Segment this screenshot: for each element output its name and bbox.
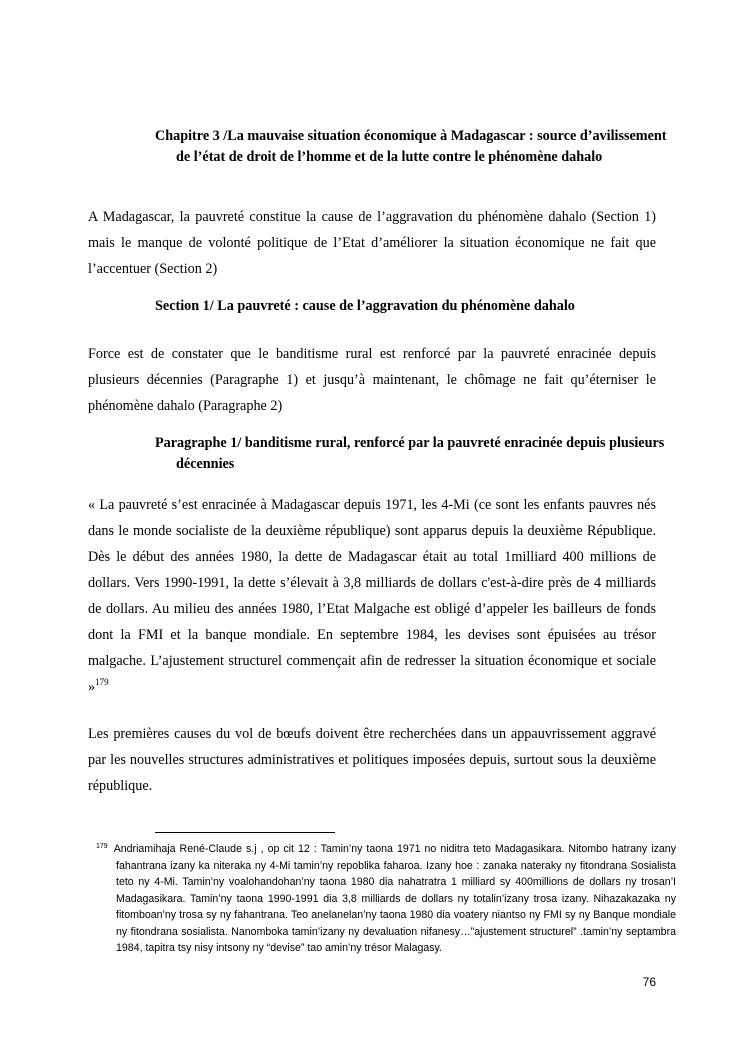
section-title: Section 1/ La pauvreté : cause de l’aggravation du phénomène dahalo	[155, 298, 575, 314]
footnote-text: Andriamihaja René-Claude s.j , op cit 12 : Tamin’ny taona 1971 no niditra teto Madagasikara. Nitombo hatrany izany fahantrana izany ka niteraka ny 4-Mi tamin’ny repoblika faharoa. Izany hoe : zanaka nateraky ny fitondrana Sosialista teto ny 4-Mi. Tamin’ny voalohandohan’ny taona 1980 dia nahatratra 1 milliard sy 400millions de dollars ny trosan’I Madagasikara. Tamin’ny taona 1990-1991 dia 3,8 milliards de dollars ny totalin’izany trosa izany. Nihazakazaka ny fitomboan’ny trosa sy ny fahantrana. Teo anelanelan’ny taona 1980 dia voatery niantso ny FMI sy ny Banque mondiale ny fitondrana sosialista. Nanomboka tamin’izany ny devaluation nifanesy…”ajustement structurel” .tamin’ny septambra 1984, tapitra tsy nisy intsony ny “devise” tao amin’ny trésor Malagasy.	[113, 843, 676, 954]
closing-paragraph: Les premières causes du vol de bœufs doivent être recherchées dans un appauvrissement aggravé par les nouvelles structures administratives et politiques imposées depuis, surtout sous la deuxième république.	[88, 726, 656, 794]
footnote	[96, 841, 676, 957]
paragraph-title: Paragraphe 1/ banditisme rural, renforcé par la pauvreté enracinée depuis plusieurs décennies	[155, 435, 665, 472]
quote-paragraph	[88, 492, 656, 700]
intro-paragraph: A Madagascar, la pauvreté constitue la cause de l’aggravation du phénomène dahalo (Section 1) mais le manque de volonté politique de l’Etat d’améliorer la situation économique ne fait que l’accentuer (Section 2)	[88, 209, 656, 277]
footnote-reference[interactable]: 179	[95, 677, 109, 687]
footnote-separator	[155, 832, 335, 833]
chapter-title: Chapitre 3 /La mauvaise situation économique à Madagascar : source d’avilissement de l’état de droit de l’homme et de la lutte contre le phénomène dahalo	[155, 128, 667, 165]
quote-text: « La pauvreté s’est enracinée à Madagascar depuis 1971, les 4-Mi (ce sont les enfants pauvres nés dans le monde socialiste de la deuxième république) sont apparus depuis la deuxième République. Dès le début des années 1980, la dette de Madagascar était au total 1milliard 400 millions de dollars. Vers 1990-1991, la dette s’élevait à 3,8 milliards de dollars c'est-à-dire près de 4 milliards de dollars. Au milieu des années 1980, l’Etat Malgache est obligé d’appeler les bailleurs de fonds dont la FMI et la banque mondiale. En septembre 1984, les devises sont épuisées au trésor malgache. L’ajustement structurel commençait afin de redresser la situation économique et sociale »	[88, 497, 656, 695]
page-number: 76	[642, 975, 656, 989]
section-paragraph: Force est de constater que le banditisme rural est renforcé par la pauvreté enracinée depuis plusieurs décennies (Paragraphe 1) et jusqu’à maintenant, le chômage ne fait qu’éterniser le phénomène dahalo (Paragraphe 2)	[88, 346, 656, 414]
footnote-number: 179	[96, 843, 108, 850]
